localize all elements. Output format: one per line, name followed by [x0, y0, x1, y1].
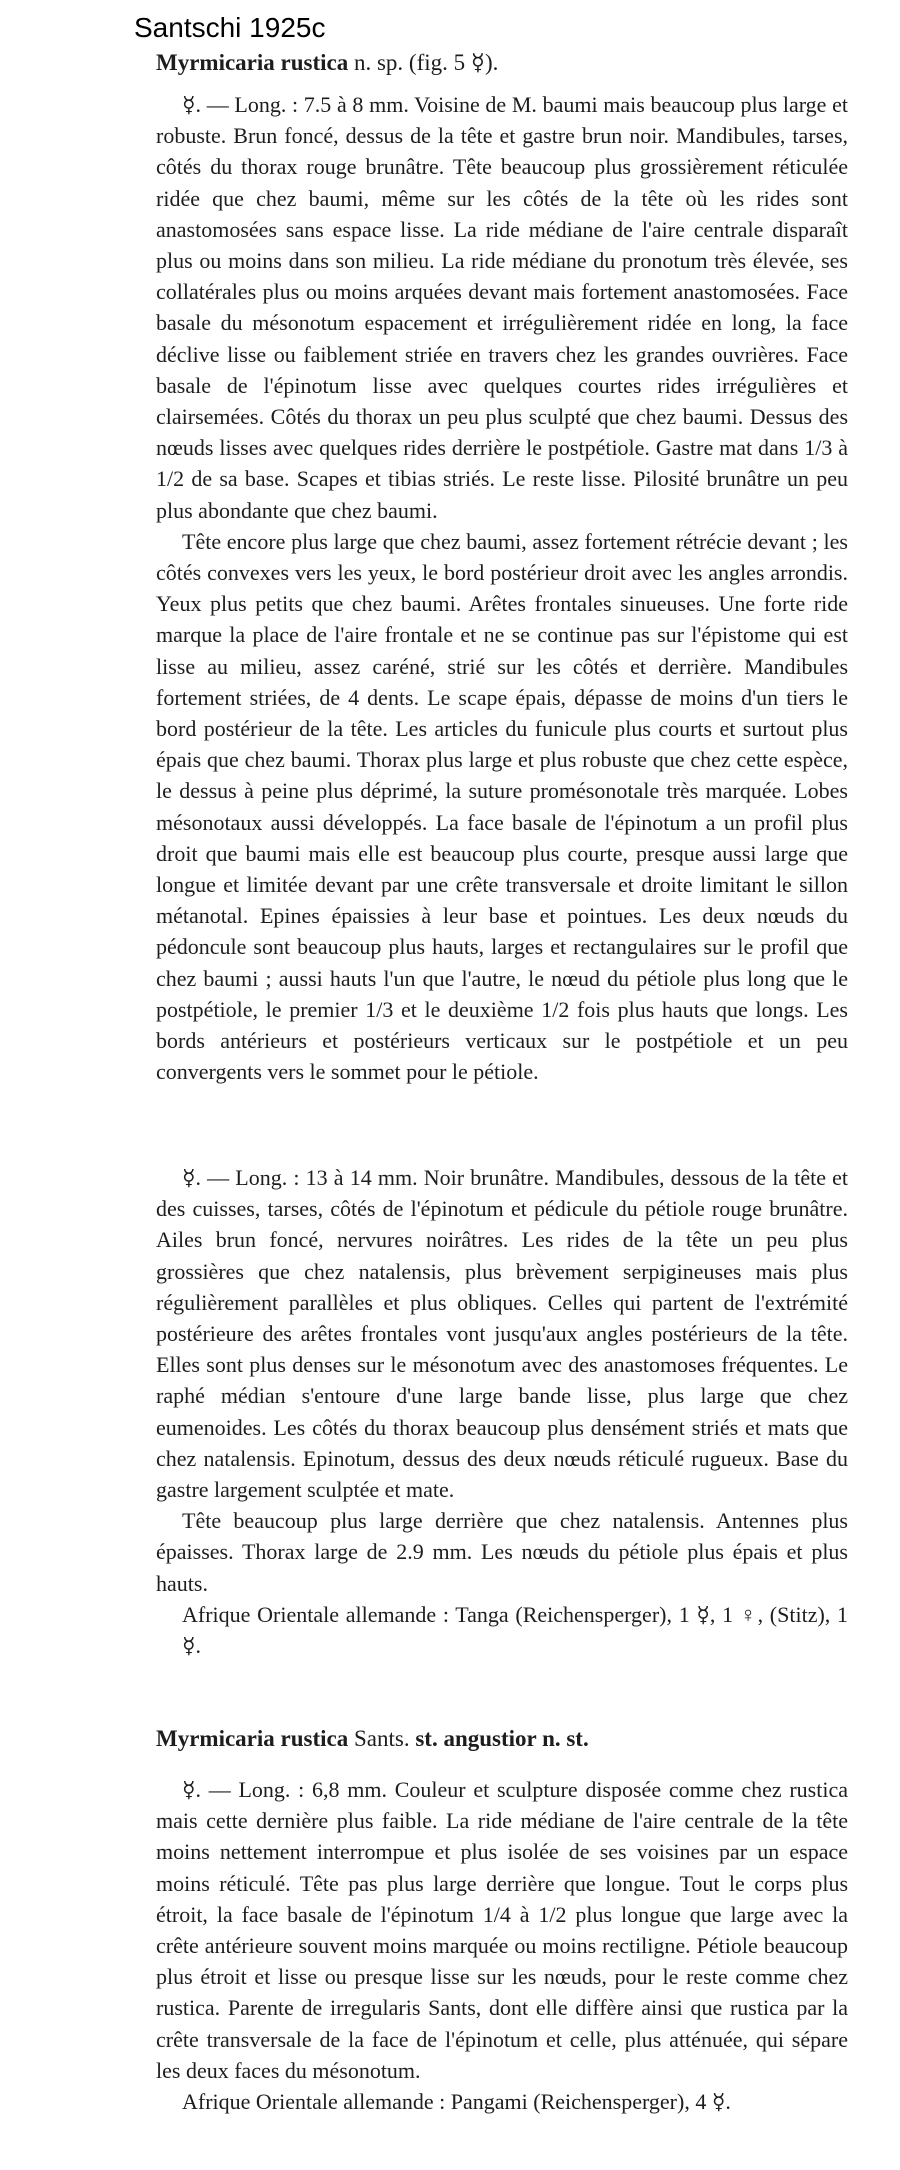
source-label: Santschi 1925c	[134, 12, 326, 43]
species-locality-paragraph: Afrique Orientale allemande : Tanga (Reichensperger), 1 ☿, 1 ♀, (Stitz), 1 ☿.	[182, 1601, 848, 1659]
subspecies-section	[156, 1774, 848, 2117]
subspecies-genus: Myrmicaria rustica	[156, 1726, 349, 1751]
worker-head-paragraph: Tête encore plus large que chez baumi, assez fortement rétrécie devant ; les côtés convexes vers les yeux, le bord postérieur droit avec les angles arrondis. Yeux plus petits que chez baumi. Arêtes frontales sinueuses. Une forte ride marque la place de l'aire frontale et ne se continue pas sur l'épistome qui est lisse au milieu, assez caréné, strié sur les côtés et derrière. Mandibules fortement striées, de 4 dents. Le scape épais, dépasse de moins d'un tiers le bord postérieur de la tête. Les articles du funicule plus courts et surtout plus épais que chez baumi. Thorax plus large et plus robuste que chez cette espèce, le dessus à peine plus déprimé, la suture promésonotale très marquée. Lobes mésonotaux aussi développés. La face basale de l'épinotum a un profil plus droit que baumi mais elle est beaucoup plus courte, presque aussi large que longue et limitée devant par une crête transversale et droite limitant le sillon métanotal. Epines épaissies à leur base et pointues. Les deux nœuds du pédoncule sont beaucoup plus hauts, larges et rectangulaires sur le profil que chez baumi ; aussi hauts l'un que l'autre, le nœud du pétiole plus long que le postpétiole, le premier 1/3 et le deuxième 1/2 fois plus hauts que longs. Les bords antérieurs et postérieurs verticaux sur le postpétiole et un peu convergents vers le sommet pour le pétiole.	[156, 528, 848, 1085]
species-name: Myrmicaria rustica	[156, 50, 349, 75]
subspecies-locality-paragraph: Afrique Orientale allemande : Pangami (Reichensperger), 4 ☿.	[182, 2089, 731, 2115]
species-heading	[156, 50, 498, 76]
species-heading-rest: n. sp. (fig. 5 ☿).	[348, 50, 499, 75]
species-worker-section	[156, 89, 848, 1088]
male-description-paragraph: ☿. — Long. : 13 à 14 mm. Noir brunâtre. Mandibules, dessous de la tête et des cuisses, tarses, côtés de l'épinotum et pédicule du pétiole rouge brunâtre. Ailes brun foncé, nervures noirâtres. Les rides de la tête un peu plus grossières que chez natalensis, plus brèvement serpigineuses mais plus régulièrement parallèles et plus obliques. Celles qui partent de l'extrémité postérieure des arêtes frontales vont jusqu'aux angles postérieurs de la tête. Elles sont plus denses sur le mésonotum avec des anastomoses fréquentes. Le raphé médian s'entoure d'une large bande lisse, plus large que chez eumenoides. Les côtés du thorax beaucoup plus densément striés et mats que chez natalensis. Epinotum, dessus des deux nœuds réticulé rugueux. Base du gastre largement sculptée et mate.	[156, 1165, 848, 1503]
subspecies-description-paragraph: ☿. — Long. : 6,8 mm. Couleur et sculpture disposée comme chez rustica mais cette dernière plus faible. La ride médiane de l'aire centrale de la tête moins nettement interrompue et plus isolée de ses voisines par un espace moins réticulé. Tête pas plus large derrière que longue. Tout le corps plus étroit, la face basale de l'épinotum 1/4 à 1/2 plus longue que large avec la crête antérieure souvent moins marquée ou moins rectiligne. Pétiole beaucoup plus étroit et lisse ou presque lisse sur les nœuds, pour le reste comme chez rustica. Parente de irregularis Sants, dont elle diffère ainsi que rustica par la crête transversale de la face de l'épinotum et celle, plus atténuée, qui sépare les deux faces du mésonotum.	[156, 1777, 848, 2083]
subspecies-heading-rest: st. angustior n. st.	[409, 1726, 589, 1751]
worker-description-paragraph: ☿. — Long. : 7.5 à 8 mm. Voisine de M. baumi mais beaucoup plus large et robuste. Brun foncé, dessus de la tête et gastre brun noir. Mandibules, tarses, côtés du thorax rouge brunâtre. Tête beaucoup plus grossièrement réticulée ridée que chez baumi, même sur les côtés de la tête où les rides sont anastomosées sans espace lisse. La ride médiane de l'aire centrale disparaît plus ou moins dans son milieu. La ride médiane du pronotum très élevée, ses collatérales plus ou moins arquées devant mais fortement anastomosées. Face basale du mésonotum espacement et irrégulièrement ridée en long, la face déclive lisse ou faiblement striée en travers chez les grandes ouvrières. Face basale de l'épinotum lisse avec quelques courtes rides irrégulières et clairsemées. Côtés du thorax un peu plus sculpté que chez baumi. Dessus des nœuds lisses avec quelques rides derrière le postpétiole. Gastre mat dans 1/3 à 1/2 de sa base. Scapes et tibias striés. Le reste lisse. Pilosité brunâtre un peu plus abondante que chez baumi.	[156, 92, 848, 523]
species-male-section	[156, 1162, 848, 1661]
subspecies-heading	[156, 1726, 589, 1752]
male-head-paragraph: Tête beaucoup plus large derrière que chez natalensis. Antennes plus épaisses. Thorax large de 2.9 mm. Les nœuds du pétiole plus épais et plus hauts.	[156, 1508, 848, 1596]
subspecies-author: Sants.	[348, 1726, 410, 1751]
